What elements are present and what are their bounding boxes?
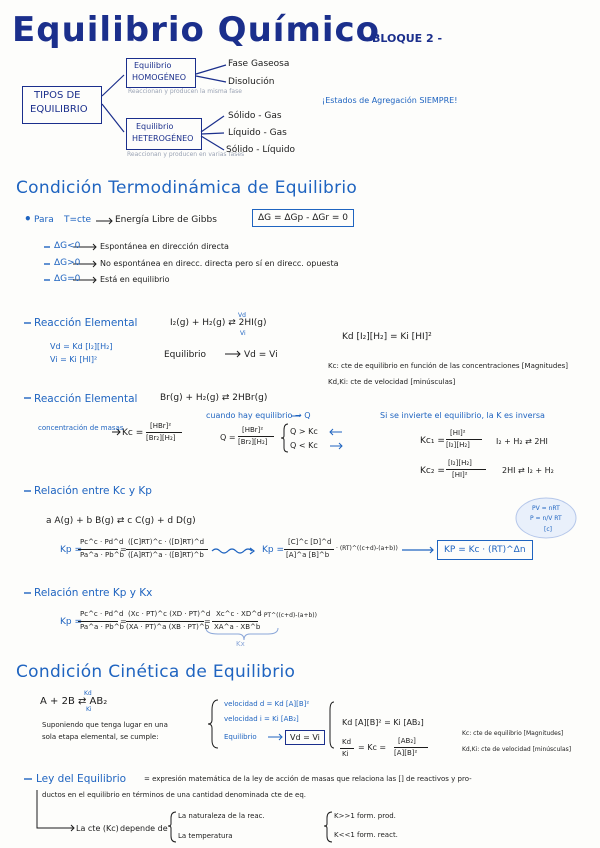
- r2-kc1-eq: I₂ + H₂ ⇄ 2HI: [496, 437, 548, 446]
- r2-q-den: [Br₂][H₂]: [238, 438, 268, 446]
- bubble-line-2: P = n/V RT: [530, 515, 562, 522]
- equals-sign: =: [120, 545, 127, 554]
- hetero-label-1: Equilibrio: [136, 122, 174, 131]
- kckp-kp-lhs: Kp =: [60, 545, 83, 555]
- kckp-kp2-rt: · (RT)^((c+d)-(a+b)): [336, 545, 398, 552]
- kpkx-right-pt: · PT^((c+d)-(a+b)): [260, 612, 317, 619]
- kckp-mid-num: ([C]RT)^c · ([D]RT)^d: [128, 538, 205, 546]
- r2-kc2-lhs: Kc₂ =: [420, 466, 445, 476]
- cin-kd-den: Ki: [342, 750, 349, 758]
- kckp-kp2-den: [A]^a [B]^b: [286, 551, 330, 559]
- kckp-mid-bar: [126, 549, 208, 550]
- page-title: Equilibrio Químico: [12, 10, 381, 50]
- r1-kd: Vd: [238, 312, 246, 319]
- kckp-kp-num: Pc^c · Pd^d: [80, 538, 124, 546]
- homo-item-1: Fase Gaseosa: [228, 59, 290, 69]
- tcte-label: T=cte: [64, 215, 92, 225]
- r1-kdki: Kd [I₂][H₂] = Ki [HI]²: [342, 332, 432, 342]
- section-termo-heading: Condición Termodinámica de Equilibrio: [16, 178, 358, 198]
- kpkx-kp-den: Pa^a · Pb^b: [80, 623, 124, 631]
- r2-kc2-den: [HI]²: [452, 471, 468, 479]
- r2-kc2-bar: [446, 469, 486, 470]
- hetero-label-2: HETEROGÉNEO: [132, 134, 194, 143]
- r2-kc1-bar: [446, 439, 482, 440]
- r2-q-num: [HBr]²: [242, 426, 264, 434]
- cin-equilibrio: Equilibrio: [224, 733, 257, 741]
- case-2-cond: ΔG>0: [54, 258, 81, 268]
- case-1-text: Espontánea en dirección directa: [100, 242, 229, 251]
- bubble-line-3: [c]: [544, 526, 552, 533]
- equals-sign: =: [204, 617, 211, 626]
- r1-vdvi: Vd = Vi: [244, 350, 278, 360]
- case-1-cond: ΔG<0: [54, 241, 81, 251]
- bubble-line-1: PV = nRT: [532, 505, 560, 512]
- kpkx-kp-bar: [78, 621, 118, 622]
- bloque-label: BLOQUE 2 -: [372, 32, 443, 45]
- bullet-dot: •: [24, 212, 32, 226]
- cin-kdki-line: Kd [A][B]² = Ki [AB₂]: [342, 718, 424, 727]
- hetero-item-1: Sólido - Gas: [228, 111, 282, 121]
- cin-kc-equal: = Kc =: [358, 743, 387, 752]
- k-item-1: K>>1 form. prod.: [334, 812, 396, 820]
- r2-q-lhs: Q =: [220, 433, 236, 442]
- cin-kd-bar: [340, 748, 354, 749]
- cin-ki: Ki: [86, 706, 92, 713]
- kpkx-right-bar: [212, 621, 258, 622]
- hetero-note: Reaccionan y producen en varias fases: [127, 151, 245, 158]
- case-2-text: No espontánea en direcc. directa pero sí en direcc. opuesta: [100, 259, 339, 268]
- r1-kdki-note: Kd,Ki: cte de velocidad [minúsculas]: [328, 378, 456, 386]
- depende-item-2: La temperatura: [178, 832, 233, 840]
- hetero-item-2: Líquido - Gas: [228, 128, 287, 138]
- tipos-label-1: TIPOS DE: [34, 90, 81, 101]
- kckp-kp-den: Pa^a · Pb^b: [80, 551, 124, 559]
- kckp-box: KP = Kc · (RT)^Δn: [437, 540, 533, 560]
- r1-equation: I₂(g) + H₂(g) ⇄ 2HI(g): [170, 318, 267, 328]
- r2-q-bar: [238, 436, 274, 437]
- homo-note: Reaccionan y producen la misma fase: [128, 88, 242, 95]
- case-3-text: Está en equilibrio: [100, 275, 170, 284]
- cin-suponiendo-1: Suponiendo que tenga lugar en una: [42, 721, 168, 729]
- cin-suponiendo-2: sola etapa elemental, se cumple:: [42, 733, 159, 741]
- case-3-cond: ΔG=0: [54, 274, 81, 284]
- kpkx-mid-num: (Xc · PT)^c (XD · PT)^d: [128, 610, 211, 618]
- tipos-label-2: EQUILIBRIO: [30, 104, 88, 115]
- r2-q2: Q < Kc: [290, 441, 318, 450]
- estados-note: ¡Estados de Agregación SIEMPRE!: [322, 96, 458, 105]
- homo-item-2: Disolución: [228, 77, 275, 87]
- r2-kc-den: [Br₂][H₂]: [146, 434, 176, 442]
- r1-kc-note: Kc: cte de equilibrio en función de las concentraciones [Magnitudes]: [328, 362, 568, 370]
- r2-kc2-eq: 2HI ⇄ I₂ + H₂: [502, 466, 554, 475]
- kpkx-right-den: XA^a · XB^b: [214, 623, 261, 631]
- kpkx-mid-bar: [126, 621, 204, 622]
- r2-equation: Br(g) + H₂(g) ⇄ 2HBr(g): [160, 393, 268, 403]
- r1-equilibrio: Equilibrio: [164, 350, 207, 360]
- kckp-kp2-num: [C]^c [D]^d: [288, 538, 332, 546]
- kckp-kp2-lhs: Kp =: [262, 545, 285, 555]
- homo-label-1: Equilibrio: [134, 61, 172, 70]
- r1-vd: Vd = Kd [I₂][H₂]: [50, 342, 113, 351]
- r2-kc-bar: [146, 432, 182, 433]
- cin-vdvi-box: Vd = Vi: [285, 730, 325, 745]
- cin-vi: velocidad i = Ki [AB₂]: [224, 715, 299, 723]
- cin-vd: velocidad d = Kd [A][B]²: [224, 700, 310, 708]
- r2-cuando: cuando hay equilibrio → Q: [206, 411, 311, 420]
- ley-label: Ley del Equilibrio: [36, 773, 127, 785]
- r2-conc: concentración de masas: [38, 424, 124, 432]
- cin-kc-bar: [394, 747, 428, 748]
- kpkx-kp-lhs: Kp =: [60, 617, 83, 627]
- r2-invierte: Si se invierte el equilibrio, la K es inversa: [380, 411, 545, 420]
- r2-q1: Q > Kc: [290, 427, 318, 436]
- cin-kdki-note: Kd,Ki: cte de velocidad [minúsculas]: [462, 746, 572, 753]
- homo-label-2: HOMOGÉNEO: [132, 73, 187, 82]
- delta-g-box: ΔG = ΔGp - ΔGr = 0: [252, 209, 354, 227]
- r2-kc1-lhs: Kc₁ =: [420, 436, 445, 446]
- kckp-kp-bar: [78, 549, 118, 550]
- r2-kc-num: [HBr]²: [150, 422, 172, 430]
- hetero-item-3: Sólido - Líquido: [226, 145, 296, 155]
- section-cinetica-heading: Condición Cinética de Equilibrio: [16, 662, 296, 682]
- cin-equation: A + 2B ⇄ AB₂: [40, 696, 108, 707]
- kckp-kp2-bar: [284, 549, 334, 550]
- depende-item-1: La naturaleza de la reac.: [178, 812, 265, 820]
- kpkx-kx: Kx: [236, 640, 245, 648]
- lacte-label: La cte (Kc): [76, 824, 119, 833]
- cin-kc-note: Kc: cte de equilibrio [Magnitudes]: [462, 730, 564, 737]
- r1-vi: Vi = Ki [HI]²: [50, 355, 98, 364]
- r2-kc-lhs: Kc =: [122, 428, 144, 438]
- r1-heading: Reacción Elemental: [34, 317, 138, 329]
- r1-ki: Vi: [240, 330, 246, 337]
- kckp-mid-den: ([A]RT)^a · ([B]RT)^b: [128, 551, 204, 559]
- kpkx-right-num: Xc^c · XD^d: [216, 610, 262, 618]
- cin-kd-num: Kd: [342, 738, 352, 746]
- ley-text-1: = expresión matemática de la ley de acción de masas que relaciona las [] de reactivos y pro-: [144, 775, 472, 783]
- cin-kc-num: [AB₂]: [398, 737, 416, 745]
- para-label: Para: [34, 215, 54, 225]
- k-item-2: K<<1 form. react.: [334, 831, 398, 839]
- kpkx-heading: Relación entre Kp y Kx: [34, 587, 153, 599]
- kpkx-kp-num: Pc^c · Pd^d: [80, 610, 124, 618]
- r2-kc1-den: [I₂][H₂]: [446, 441, 470, 449]
- ley-text-2: ductos en el equilibrio en términos de una cantidad denominada cte de eq.: [42, 791, 307, 799]
- r2-heading: Reacción Elemental: [34, 393, 138, 405]
- kckp-equation: a A(g) + b B(g) ⇄ c C(g) + d D(g): [46, 516, 196, 526]
- kpkx-mid-den: (XA · PT)^a (XB · PT)^b: [126, 623, 210, 631]
- cin-kc-den: [A][B]²: [394, 749, 418, 757]
- depende-label: depende de: [120, 824, 168, 833]
- energia-label: Energía Libre de Gibbs: [115, 215, 217, 225]
- r2-kc2-num: [I₂][H₂]: [448, 459, 472, 467]
- r2-kc1-num: [HI]²: [450, 429, 466, 437]
- kckp-heading: Relación entre Kc y Kp: [34, 485, 152, 497]
- equals-sign: =: [120, 617, 127, 626]
- cin-kd: Kd: [84, 690, 92, 697]
